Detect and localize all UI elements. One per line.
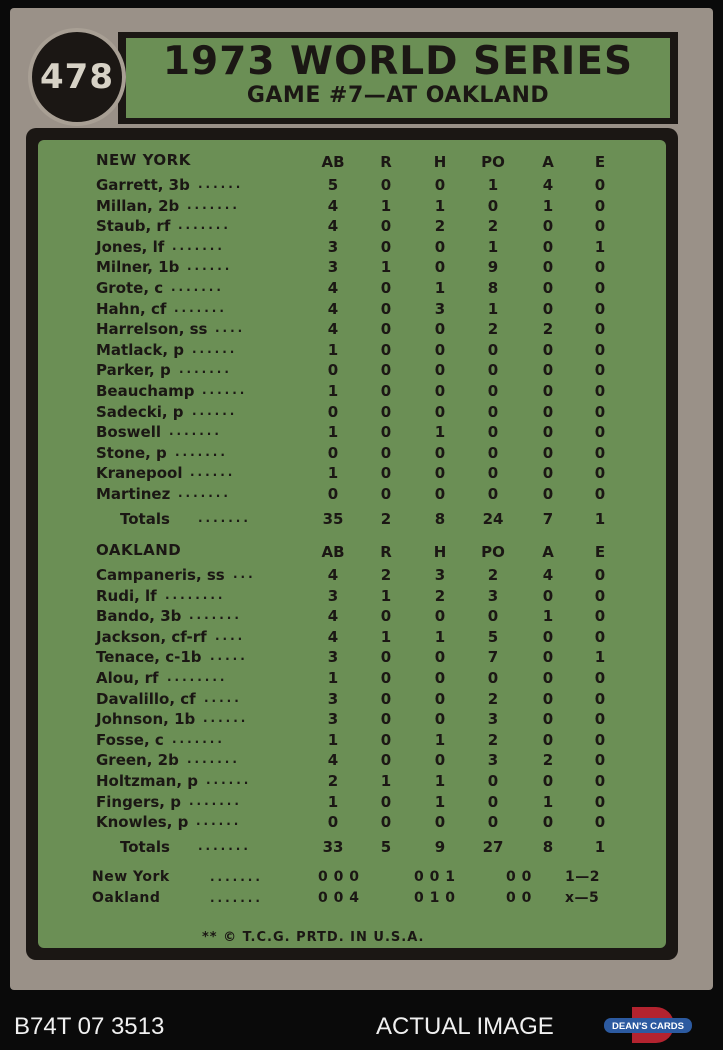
card-title: 1973 WORLD SERIES — [162, 39, 634, 84]
leader-dots: ....... — [210, 870, 263, 884]
leader-dots: ....... — [169, 424, 222, 439]
stat-value: 1 — [487, 176, 499, 194]
stat-value: 0 — [542, 586, 554, 605]
stat-value: 0 — [434, 402, 446, 421]
stat-value: 1 — [542, 792, 554, 811]
stat-value: 0 — [327, 485, 339, 503]
total-value: 9 — [434, 838, 446, 856]
total-value: 8 — [434, 510, 446, 528]
stat-value: 0 — [487, 402, 499, 421]
stat-value: 0 — [380, 689, 392, 708]
leader-dots: ....... — [172, 238, 225, 253]
stat-value: 1 — [434, 730, 446, 749]
stat-value: 0 — [434, 258, 446, 277]
leader-dots: ....... — [189, 608, 242, 623]
total-value: 1 — [594, 510, 606, 528]
stat-value: 3 — [487, 586, 499, 605]
stat-value: 0 — [380, 279, 392, 297]
player-name: Matlack, p — [96, 340, 185, 359]
stat-value: 0 — [594, 627, 606, 646]
stat-value: 0 — [594, 299, 606, 318]
stat-value: 0 — [434, 464, 446, 483]
stat-value: 3 — [327, 586, 339, 605]
stat-value: 1 — [327, 464, 339, 483]
stat-value: 0 — [542, 217, 554, 236]
leader-dots: ...... — [198, 177, 244, 191]
stat-value: 0 — [594, 730, 606, 749]
stat-value: 0 — [542, 669, 554, 687]
stat-value: 0 — [380, 464, 392, 483]
stat-value: 0 — [380, 443, 392, 462]
line-score-final: x—5 — [565, 890, 600, 906]
stat-value: 0 — [542, 689, 554, 708]
stat-value: 9 — [487, 258, 499, 277]
stat-value: 0 — [434, 813, 446, 832]
stat-value: 0 — [594, 258, 606, 277]
stat-value: 0 — [594, 710, 606, 729]
stat-value: 0 — [594, 669, 606, 687]
player-name: Hahn, cf — [96, 299, 167, 318]
player-name: Millan, 2b — [96, 196, 180, 215]
player-name: Johnson, 1b — [96, 710, 196, 729]
stat-value: 1 — [487, 299, 499, 318]
line-score-innings: 0 0 0 — [318, 869, 360, 885]
stat-value: 0 — [487, 669, 499, 687]
player-name: Martinez — [96, 485, 171, 503]
stat-value: 1 — [594, 648, 606, 667]
player-name: Holtzman, p — [96, 772, 198, 790]
stat-value: 0 — [487, 382, 499, 400]
leader-dots: ....... — [187, 197, 240, 212]
deans-cards-logo — [602, 1005, 694, 1045]
stat-value: 0 — [594, 485, 606, 503]
stat-value: 0 — [380, 320, 392, 339]
stat-value: 4 — [542, 566, 554, 584]
card-header — [118, 32, 678, 124]
stat-value: 1 — [327, 669, 339, 687]
leader-dots: ....... — [198, 839, 251, 853]
stat-value: 0 — [327, 361, 339, 380]
team-name: NEW YORK — [96, 151, 191, 169]
stat-value: 0 — [594, 217, 606, 236]
stat-value: 0 — [327, 813, 339, 832]
leader-dots: ....... — [172, 731, 225, 746]
stat-value: 0 — [594, 689, 606, 708]
stat-value: 0 — [434, 710, 446, 729]
stat-value: 0 — [380, 340, 392, 359]
leader-dots: ....... — [178, 218, 231, 233]
stat-value: 1 — [380, 258, 392, 277]
stat-value: 1 — [327, 792, 339, 811]
stat-value: 0 — [380, 669, 392, 687]
stat-value: 0 — [434, 340, 446, 359]
player-name: Boswell — [96, 423, 161, 442]
column-header: A — [542, 153, 554, 171]
stat-value: 0 — [594, 586, 606, 605]
player-name: Knowles, p — [96, 813, 189, 832]
leader-dots: ........ — [165, 587, 226, 602]
stat-value: 2 — [542, 751, 554, 770]
leader-dots: ...... — [203, 711, 249, 726]
stat-value: 0 — [434, 320, 446, 339]
column-header: E — [594, 153, 606, 171]
stat-value: 1 — [434, 792, 446, 811]
stat-value: 0 — [434, 485, 446, 503]
card-header-banner — [126, 38, 670, 118]
stat-value: 2 — [542, 320, 554, 339]
stat-value: 0 — [594, 813, 606, 832]
stat-value: 1 — [434, 627, 446, 646]
stat-value: 4 — [327, 566, 339, 584]
player-name: Tenace, c-1b — [96, 648, 202, 667]
stat-value: 0 — [487, 485, 499, 503]
stat-value: 0 — [594, 464, 606, 483]
player-name: Rudi, lf — [96, 586, 157, 605]
stat-value: 0 — [542, 279, 554, 297]
stat-value: 4 — [327, 196, 339, 215]
stat-value: 0 — [434, 751, 446, 770]
leader-dots: ...... — [192, 403, 238, 418]
stat-value: 0 — [542, 813, 554, 832]
column-header: A — [542, 543, 554, 561]
stat-value: 0 — [542, 237, 554, 256]
stat-value: 0 — [594, 772, 606, 790]
stat-value: 0 — [487, 196, 499, 215]
leader-dots: ..... — [210, 649, 248, 664]
footer-label: ACTUAL IMAGE — [376, 1013, 554, 1040]
leader-dots: ....... — [187, 752, 240, 767]
stat-value: 0 — [542, 730, 554, 749]
stat-value: 0 — [380, 648, 392, 667]
stat-value: 1 — [327, 423, 339, 442]
stat-value: 0 — [487, 813, 499, 832]
stat-value: 3 — [327, 258, 339, 277]
player-name: Garrett, 3b — [96, 176, 190, 194]
leader-dots: ....... — [198, 511, 251, 525]
leader-dots: ........ — [167, 670, 228, 684]
player-name: Green, 2b — [96, 751, 179, 770]
box-score — [38, 140, 666, 948]
stat-value: 0 — [542, 299, 554, 318]
stat-value: 2 — [487, 730, 499, 749]
stat-value: 0 — [542, 485, 554, 503]
stat-value: 0 — [380, 402, 392, 421]
stat-value: 0 — [594, 382, 606, 400]
stat-value: 0 — [594, 196, 606, 215]
stat-value: 0 — [380, 176, 392, 194]
total-value: 27 — [482, 838, 504, 856]
stat-value: 0 — [380, 217, 392, 236]
stat-value: 0 — [542, 361, 554, 380]
stat-value: 2 — [487, 566, 499, 584]
stat-value: 0 — [434, 607, 446, 626]
stat-value: 2 — [487, 217, 499, 236]
stat-value: 1 — [434, 196, 446, 215]
stat-value: 0 — [594, 751, 606, 770]
player-name: Fingers, p — [96, 792, 181, 811]
stat-value: 0 — [594, 402, 606, 421]
stat-value: 0 — [594, 566, 606, 584]
stat-value: 2 — [380, 566, 392, 584]
stat-value: 1 — [380, 586, 392, 605]
stat-value: 0 — [542, 258, 554, 277]
leader-dots: ...... — [196, 814, 242, 829]
leader-dots: ....... — [189, 793, 242, 808]
stat-value: 0 — [380, 382, 392, 400]
copyright: ** © T.C.G. PRTD. IN U.S.A. — [202, 930, 425, 945]
stat-value: 4 — [327, 299, 339, 318]
leader-dots: ...... — [190, 465, 236, 480]
stat-value: 1 — [542, 607, 554, 626]
stat-value: 0 — [380, 361, 392, 380]
total-value: 7 — [542, 510, 554, 528]
stat-value: 0 — [594, 279, 606, 297]
leader-dots: ..... — [204, 690, 242, 705]
line-score-innings: 0 0 4 — [318, 890, 360, 906]
stat-value: 4 — [327, 751, 339, 770]
line-score-innings: 0 0 — [506, 869, 532, 885]
stat-value: 1 — [380, 772, 392, 790]
column-header: AB — [321, 543, 345, 561]
player-name: Grote, c — [96, 279, 164, 297]
leader-dots: ....... — [210, 891, 263, 905]
stat-value: 0 — [487, 361, 499, 380]
stat-value: 4 — [542, 176, 554, 194]
logo-text: DEAN'S CARDS — [612, 1021, 684, 1032]
player-name: Fosse, c — [96, 730, 164, 749]
leader-dots: ....... — [178, 486, 231, 500]
stat-value: 1 — [327, 340, 339, 359]
stat-value: 1 — [434, 423, 446, 442]
total-value: 2 — [380, 510, 392, 528]
line-score-innings: 0 0 — [506, 890, 532, 906]
column-header: H — [433, 153, 447, 171]
stat-value: 0 — [380, 792, 392, 811]
total-value: 35 — [322, 510, 344, 528]
stat-value: 0 — [487, 772, 499, 790]
stat-value: 0 — [380, 751, 392, 770]
column-header: AB — [321, 153, 345, 171]
stat-value: 1 — [327, 730, 339, 749]
stat-value: 0 — [542, 710, 554, 729]
stat-value: 0 — [594, 361, 606, 380]
stat-value: 3 — [327, 689, 339, 708]
stat-value: 5 — [327, 176, 339, 194]
stat-value: 0 — [594, 792, 606, 811]
leader-dots: ... — [233, 567, 256, 581]
stat-value: 0 — [542, 464, 554, 483]
player-name: Jackson, cf-rf — [96, 627, 207, 646]
stat-value: 0 — [434, 443, 446, 462]
stat-value: 3 — [434, 299, 446, 318]
card-number-badge — [28, 28, 126, 126]
stat-value: 3 — [487, 751, 499, 770]
stat-value: 0 — [487, 464, 499, 483]
stat-value: 0 — [380, 299, 392, 318]
column-header: PO — [481, 543, 505, 561]
player-name: Staub, rf — [96, 217, 171, 236]
box-score-panel — [26, 128, 678, 960]
stat-value: 0 — [487, 607, 499, 626]
totals-label: Totals — [120, 510, 170, 528]
stat-value: 1 — [594, 237, 606, 256]
stat-value: 0 — [542, 772, 554, 790]
stat-value: 0 — [380, 730, 392, 749]
total-value: 5 — [380, 838, 392, 856]
stat-value: 4 — [327, 627, 339, 646]
stat-value: 1 — [380, 627, 392, 646]
stat-value: 0 — [594, 443, 606, 462]
line-score-innings: 0 0 1 — [414, 869, 456, 885]
stat-value: 0 — [594, 176, 606, 194]
leader-dots: ...... — [192, 341, 238, 356]
player-name: Milner, 1b — [96, 258, 180, 277]
stat-value: 0 — [434, 689, 446, 708]
stat-value: 0 — [434, 237, 446, 256]
stat-value: 8 — [487, 279, 499, 297]
team-name: OAKLAND — [96, 541, 182, 559]
player-name: Jones, lf — [96, 237, 165, 256]
player-name: Davalillo, cf — [96, 689, 196, 708]
stat-value: 0 — [542, 423, 554, 442]
stat-value: 0 — [542, 443, 554, 462]
total-value: 1 — [594, 838, 606, 856]
stat-value: 1 — [542, 196, 554, 215]
stat-value: 0 — [380, 710, 392, 729]
stat-value: 4 — [327, 217, 339, 236]
total-value: 33 — [322, 838, 344, 856]
leader-dots: ...... — [206, 773, 252, 787]
player-name: Beauchamp — [96, 382, 195, 400]
stat-value: 0 — [434, 669, 446, 687]
total-value: 8 — [542, 838, 554, 856]
column-header: R — [380, 153, 392, 171]
leader-dots: ...... — [187, 259, 233, 274]
card-subtitle: GAME #7—AT OAKLAND — [246, 83, 550, 108]
leader-dots: ....... — [171, 280, 224, 294]
leader-dots: ...... — [202, 383, 248, 397]
stat-value: 4 — [327, 320, 339, 339]
leader-dots: ....... — [174, 300, 227, 315]
stat-value: 0 — [327, 443, 339, 462]
stat-value: 1 — [380, 196, 392, 215]
stat-value: 0 — [542, 402, 554, 421]
stat-value: 0 — [594, 423, 606, 442]
stat-value: 4 — [327, 607, 339, 626]
leader-dots: .... — [215, 628, 246, 643]
stat-value: 1 — [434, 279, 446, 297]
player-name: Alou, rf — [96, 669, 159, 687]
stat-value: 2 — [487, 689, 499, 708]
stat-value: 0 — [487, 423, 499, 442]
stat-value: 4 — [327, 279, 339, 297]
stat-value: 3 — [487, 710, 499, 729]
column-header: PO — [481, 153, 505, 171]
line-score-innings: 0 1 0 — [414, 890, 456, 906]
stat-value: 3 — [327, 648, 339, 667]
stat-value: 0 — [434, 361, 446, 380]
stat-value: 3 — [327, 237, 339, 256]
player-name: Campaneris, ss — [96, 566, 225, 584]
line-score-final: 1—2 — [565, 869, 600, 885]
stat-value: 0 — [487, 792, 499, 811]
player-name: Harrelson, ss — [96, 320, 208, 339]
stat-value: 2 — [434, 586, 446, 605]
stat-value: 0 — [542, 382, 554, 400]
stat-value: 0 — [487, 340, 499, 359]
stat-value: 0 — [542, 340, 554, 359]
stat-value: 0 — [380, 607, 392, 626]
stat-value: 0 — [594, 340, 606, 359]
leader-dots: ....... — [175, 444, 228, 459]
stat-value: 0 — [594, 320, 606, 339]
total-value: 24 — [482, 510, 504, 528]
stat-value: 0 — [594, 607, 606, 626]
stat-value: 1 — [487, 237, 499, 256]
stat-value: 0 — [487, 443, 499, 462]
card-number: 478 — [40, 57, 114, 97]
line-score-team: Oakland — [92, 890, 161, 906]
stat-value: 0 — [380, 423, 392, 442]
stat-value: 0 — [542, 648, 554, 667]
stat-value: 0 — [434, 382, 446, 400]
player-name: Stone, p — [96, 443, 167, 462]
footer-code: B74T 07 3513 — [14, 1013, 165, 1040]
leader-dots: ....... — [179, 362, 232, 377]
stat-value: 2 — [487, 320, 499, 339]
player-name: Parker, p — [96, 361, 171, 380]
stat-value: 0 — [380, 485, 392, 503]
leader-dots: .... — [215, 321, 246, 336]
stat-value: 0 — [380, 813, 392, 832]
line-score-team: New York — [92, 869, 170, 885]
stat-value: 0 — [327, 402, 339, 421]
stat-value: 3 — [434, 566, 446, 584]
player-name: Sadecki, p — [96, 402, 184, 421]
stat-value: 0 — [434, 648, 446, 667]
stat-value: 2 — [434, 217, 446, 236]
stat-value: 3 — [327, 710, 339, 729]
stat-value: 1 — [327, 382, 339, 400]
stat-value: 2 — [327, 772, 339, 790]
totals-label: Totals — [120, 838, 170, 856]
column-header: H — [433, 543, 447, 561]
column-header: E — [594, 543, 606, 561]
stat-value: 5 — [487, 627, 499, 646]
stat-value: 1 — [434, 772, 446, 790]
stat-value: 0 — [380, 237, 392, 256]
player-name: Kranepool — [96, 464, 183, 483]
stat-value: 0 — [434, 176, 446, 194]
column-header: R — [380, 543, 392, 561]
player-name: Bando, 3b — [96, 607, 182, 626]
stat-value: 0 — [542, 627, 554, 646]
stat-value: 7 — [487, 648, 499, 667]
